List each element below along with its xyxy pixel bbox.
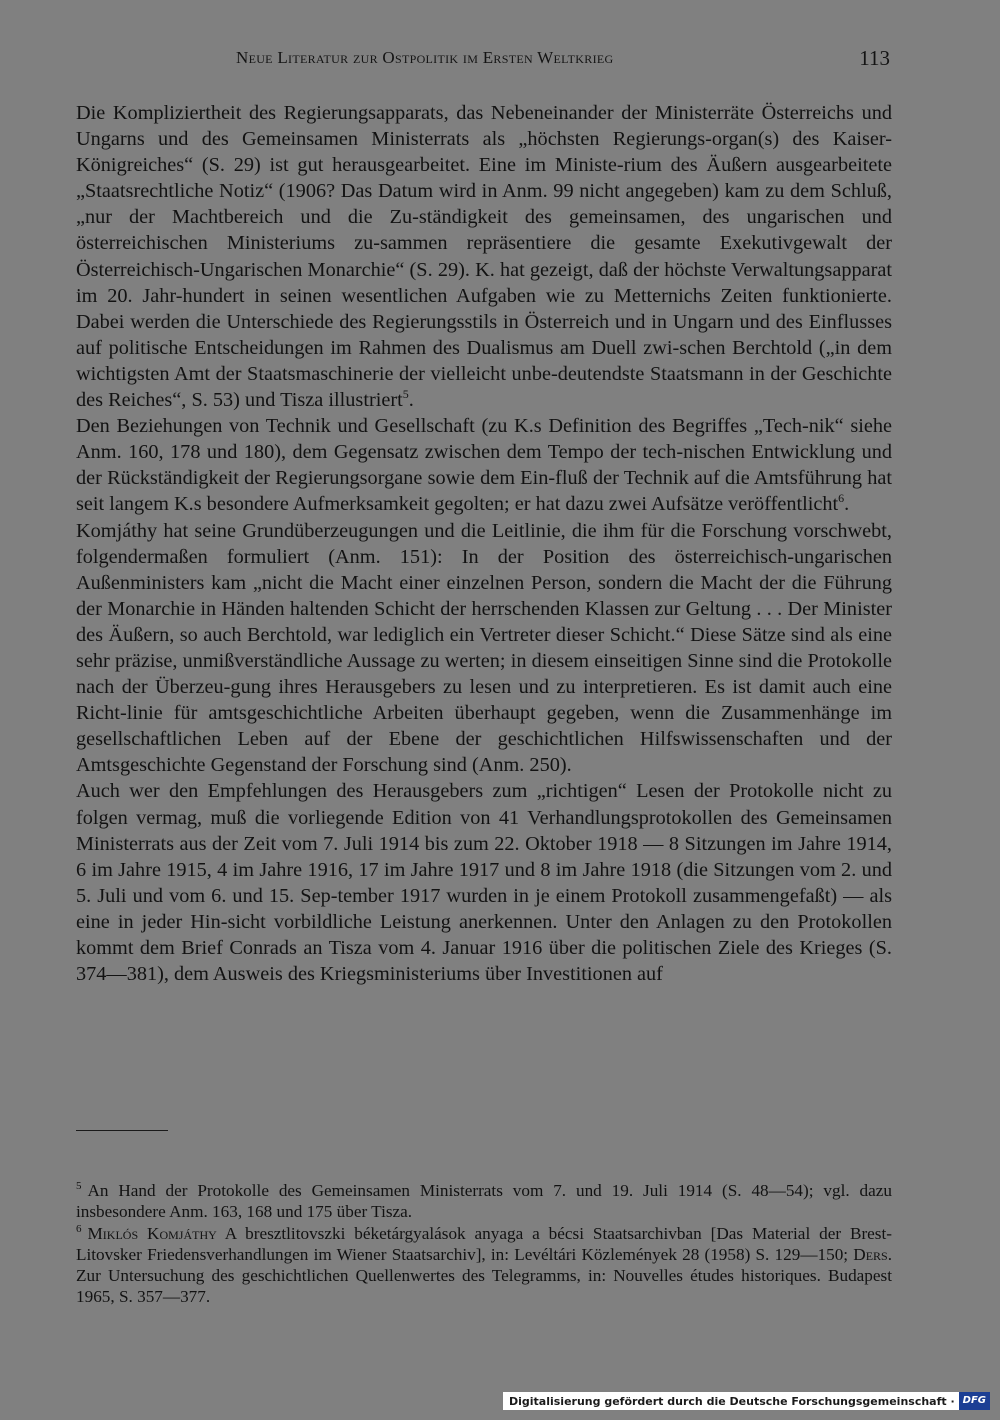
paragraph-end: . <box>408 389 414 412</box>
footnote-reference[interactable]: 5 <box>402 387 409 402</box>
paragraph: Komjáthy hat seine Grundüberzeugungen und die Leitlinie, die ihm für die Forschung vorschwebt, folgendermaßen formuliert (Anm. 151): In der Position des österreichisch-ungarischen Außenministers kam „nicht die Macht einer einzelnen Person, sondern die Macht der die Führung der Monarchie in Händen haltenden Schicht der herrschenden Klassen zur Geltung . . . Der Minister des Äußern, so auch Berchtold, war lediglich ein Vertreter dieser Schicht.“ Diese Sätze sind als eine sehr präzise, unmißverständliche Aussage zu werten; in diesem einseitigen Sinne sind die Protokolle nach der Überzeu-gung ihres Herausgebers zu lesen und zu interpretieren. Es ist damit auch eine Richt-linie für amtsgeschichtliche Arbeiten überhaupt gegeben, wenn die Zusammenhänge im gesellschaftlichen Leben auf der Ebene der geschichtlichen Hilfswissenschaften und der Amtsgeschichte Gegenstand der Forschung sind (Anm. 250). <box>76 519 892 777</box>
footnote-author: Miklós Komjáthy <box>87 1223 217 1243</box>
digitization-notice-text: Digitalisierung gefördert durch die Deutsche Forschungsgemeinschaft · <box>508 1394 955 1408</box>
paragraph-text: Den Beziehungen von Technik und Gesellschaft (zu K.s Definition des Begriffes „Tech-nik“ siehe Anm. 160, 178 und 180), dem Gegensatz zwischen dem Tempo der tech-nischen Entwicklung und der Rückständigkeit der Regierungsorgane sowie dem Ein-fluß der Technik auf die Amtsführung hat seit langem K.s besondere Aufmerksamkeit gegolten; er hat dazu zwei Aufsätze veröffentlicht <box>76 415 892 516</box>
digitization-notice <box>503 1392 990 1410</box>
paragraph-text: Die Kompliziertheit des Regierungsapparats, das Nebeneinander der Ministerräte Österreichs und Ungarns und des Gemeinsamen Ministerrats als „höchsten Regierungs-organ(s) des Kaiser-Königreiches“ (S. 29) ist gut herausgearbeitet. Eine im Ministe-rium des Äußern ausgearbeitete „Staatsrechtliche Notiz“ (1906? Das Datum wird in Anm. 99 nicht angegeben) kam zu dem Schluß, „nur der Machtbereich und die Zu-ständigkeit des gemeinsamen, des ungarischen und österreichischen Ministeriums zu-sammen repräsentiere die gesamte Exekutivgewalt der Österreichisch-Ungarischen Monarchie“ (S. 29). K. hat gezeigt, daß der höchste Verwaltungsapparat im 20. Jahr-hundert in seinen wesentlichen Aufgaben wie zu Metternichs Zeiten funktionierte. Dabei werden die Unterschiede des Regierungsstils in Österreich und in Ungarn und des Einflusses auf politische Entscheidungen im Rahmen des Dualismus am Duell zwi-schen Berchtold („in dem wichtigsten Amt der Staatsmaschinerie der vielleicht unbe-deutendste Staatsmann in der Geschichte des Reiches“, S. 53) und Tisza illustriert <box>76 102 892 412</box>
footnote-6 <box>76 1223 892 1308</box>
footnote-number: 5 <box>76 1180 82 1193</box>
running-title: Neue Literatur zur Ostpolitik im Ersten Weltkrieg <box>236 48 614 67</box>
page-number: 113 <box>859 46 890 70</box>
paragraph-end: . <box>844 493 850 516</box>
dfg-logo-icon: DFG <box>959 1392 990 1410</box>
paragraph <box>76 100 892 413</box>
footnote-divider <box>76 1130 168 1131</box>
running-head <box>76 46 892 74</box>
footnotes <box>76 1180 892 1308</box>
footnote-reference[interactable]: 6 <box>838 491 845 506</box>
footnote-text: Zur Untersuchung des geschichtlichen Quellenwertes des Telegramms, in: Nouvelles études historiques. Budapest 1965, S. 357—377. <box>76 1266 892 1307</box>
footnote-5 <box>76 1180 892 1223</box>
paragraph: Auch wer den Empfehlungen des Herausgebers zum „richtigen“ Lesen der Protokolle nicht zu folgen vermag, muß die vorliegende Edition von 41 Verhandlungsprotokollen des Gemeinsamen Ministerrats aus der Zeit vom 7. Juli 1914 bis zum 22. Oktober 1918 — 8 Sitzungen im Jahre 1914, 6 im Jahre 1915, 4 im Jahre 1916, 17 im Jahre 1917 und 8 im Jahre 1918 (die Sitzungen vom 2. und 5. Juli und vom 6. und 15. Sep-tember 1917 wurden in je einem Protokoll zusammengefaßt) — als eine in jeder Hin-sicht vorbildliche Leistung anerkennen. Unter den Anlagen zu den Protokollen kommt dem Brief Conrads an Tisza vom 4. Januar 1916 über die politischen Ziele des Krieges (S. 374—381), dem Ausweis des Kriegsministeriums über Investitionen auf <box>76 780 892 986</box>
footnote-ders: Ders. <box>853 1244 892 1264</box>
footnote-text: A bresztlitovszki béketárgyalások anyaga a bécsi Staatsarchivban [Das Material der Brest-Litovsker Friedensverhandlungen im Wiener Staatsarchiv], in: Levéltári Közlemények 28 (1958) S. 129—150; <box>76 1223 892 1264</box>
main-text <box>76 100 892 987</box>
paragraph <box>76 413 892 517</box>
footnote-text: An Hand der Protokolle des Gemeinsamen Ministerrats vom 7. und 19. Juli 1914 (S. 48—54); vgl. dazu insbesondere Anm. 163, 168 und 175 über Tisza. <box>76 1181 892 1222</box>
footnote-number: 6 <box>76 1222 82 1235</box>
